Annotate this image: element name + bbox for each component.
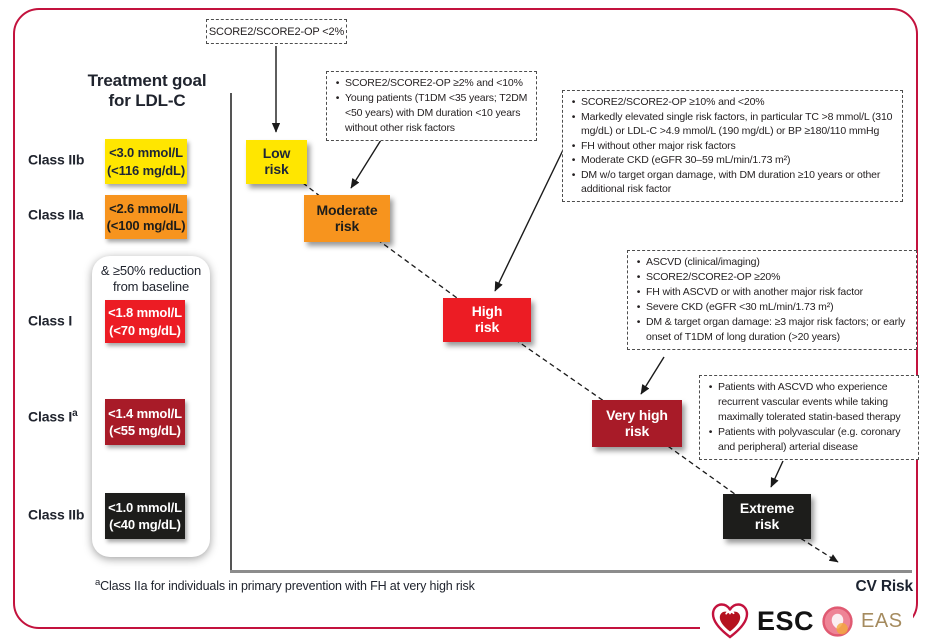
list-item: • Patients with polyvascular (e.g. coronary and peripheral) arterial disease (706, 425, 912, 455)
note-very-high-risk (627, 250, 917, 350)
list-item: • Moderate CKD (eGFR 30–59 mL/min/1.73 m²) (569, 153, 896, 168)
list-item: • Patients with ASCVD who experience recurrent vascular events while taking maximally tolerated statin-based therapy (706, 380, 912, 425)
y-axis-line (230, 93, 232, 572)
risk-step-high: High risk (443, 298, 531, 342)
cv-risk-axis-label: CV Risk (855, 578, 913, 595)
esc-heart-icon (710, 600, 750, 642)
list-item: • Young patients (T1DM <35 years; T2DM <50 years) with DM duration <10 years without other risk factors (333, 91, 530, 136)
note-low-risk: SCORE2/SCORE2-OP <2% (206, 19, 347, 44)
note-high-risk (562, 90, 903, 202)
list-item: • FH with ASCVD or with another major risk factor (634, 285, 910, 300)
bullet-marker: • (571, 154, 576, 166)
class-label-iib-upper: Class IIb (28, 151, 85, 168)
list-item: • Severe CKD (eGFR <30 mL/min/1.73 m²) (634, 300, 910, 315)
class-label-iib-lower: Class IIb (28, 506, 85, 523)
bullet-marker: • (636, 286, 641, 298)
bullet-marker: • (708, 426, 713, 438)
goal-box-1-4: <1.4 mmol/L (<55 mg/dL) (105, 399, 185, 445)
bullet-marker: • (571, 96, 576, 108)
bullet-marker: • (636, 256, 641, 268)
class-label-iia: Class IIa (28, 206, 84, 223)
bullet-marker: • (636, 301, 641, 313)
list-item: • Markedly elevated single risk factors, in particular TC >8 mmol/L (310 mg/dL) or LDL-C >4.9 mmol/L (190 mg/dL) or BP ≥180/110 mmHg (569, 110, 896, 139)
bullet-marker: • (335, 77, 340, 89)
reduction-note: & ≥50% reduction from baseline (100, 263, 202, 295)
class-label-i: Class I (28, 312, 73, 329)
treatment-goal-title (63, 71, 231, 112)
note-moderate-risk (326, 71, 537, 141)
esc-logo-text: ESC (757, 605, 815, 636)
goal-box-1-0: <1.0 mmol/L (<40 mg/dL) (105, 493, 185, 539)
title-line1: Treatment goal (87, 71, 207, 90)
list-item: • DM & target organ damage: ≥3 major risk factors; or early onset of T1DM of long duration (>20 years) (634, 315, 910, 345)
bullet-marker: • (636, 271, 641, 283)
eas-swirl-icon (821, 605, 854, 638)
bullet-marker: • (636, 316, 641, 328)
list-item: • DM w/o target organ damage, with DM duration ≥10 years or other additional risk factor (569, 168, 896, 197)
list-item: • ASCVD (clinical/imaging) (634, 255, 910, 270)
bullet-marker: • (571, 168, 576, 181)
footnote: $^a$Class IIa for individuals in primary prevention with FH at very high risk (95, 577, 475, 594)
bullet-marker: • (708, 381, 713, 393)
risk-step-moderate: Moderate risk (304, 195, 390, 242)
bullet-marker: • (335, 92, 340, 104)
risk-step-extreme: Extreme risk (723, 494, 811, 539)
goal-box-2-6: <2.6 mmol/L (<100 mg/dL) (105, 195, 187, 239)
list-item: • SCORE2/SCORE2-OP ≥2% and <10% (333, 76, 530, 91)
bullet-marker: • (571, 139, 576, 152)
goal-box-1-8: <1.8 mmol/L (<70 mg/dL) (105, 300, 185, 343)
list-item: • SCORE2/SCORE2-OP ≥20% (634, 270, 910, 285)
note-extreme-risk (699, 375, 919, 460)
risk-step-very-high: Very high risk (592, 400, 682, 447)
bullet-marker: • (571, 110, 576, 123)
x-axis-line (230, 570, 912, 573)
list-item: • SCORE2/SCORE2-OP ≥10% and <20% (569, 95, 896, 110)
title-line2: for LDL-C (108, 91, 186, 111)
goal-box-3-0: <3.0 mmol/L (<116 mg/dL) (105, 139, 187, 184)
logos-bar (700, 598, 913, 642)
class-label-i-a: Class $I^a$ (28, 408, 78, 425)
list-item: • FH without other major risk factors (569, 139, 896, 154)
risk-step-low: Low risk (246, 140, 307, 184)
eas-logo-text: EAS (861, 609, 903, 632)
